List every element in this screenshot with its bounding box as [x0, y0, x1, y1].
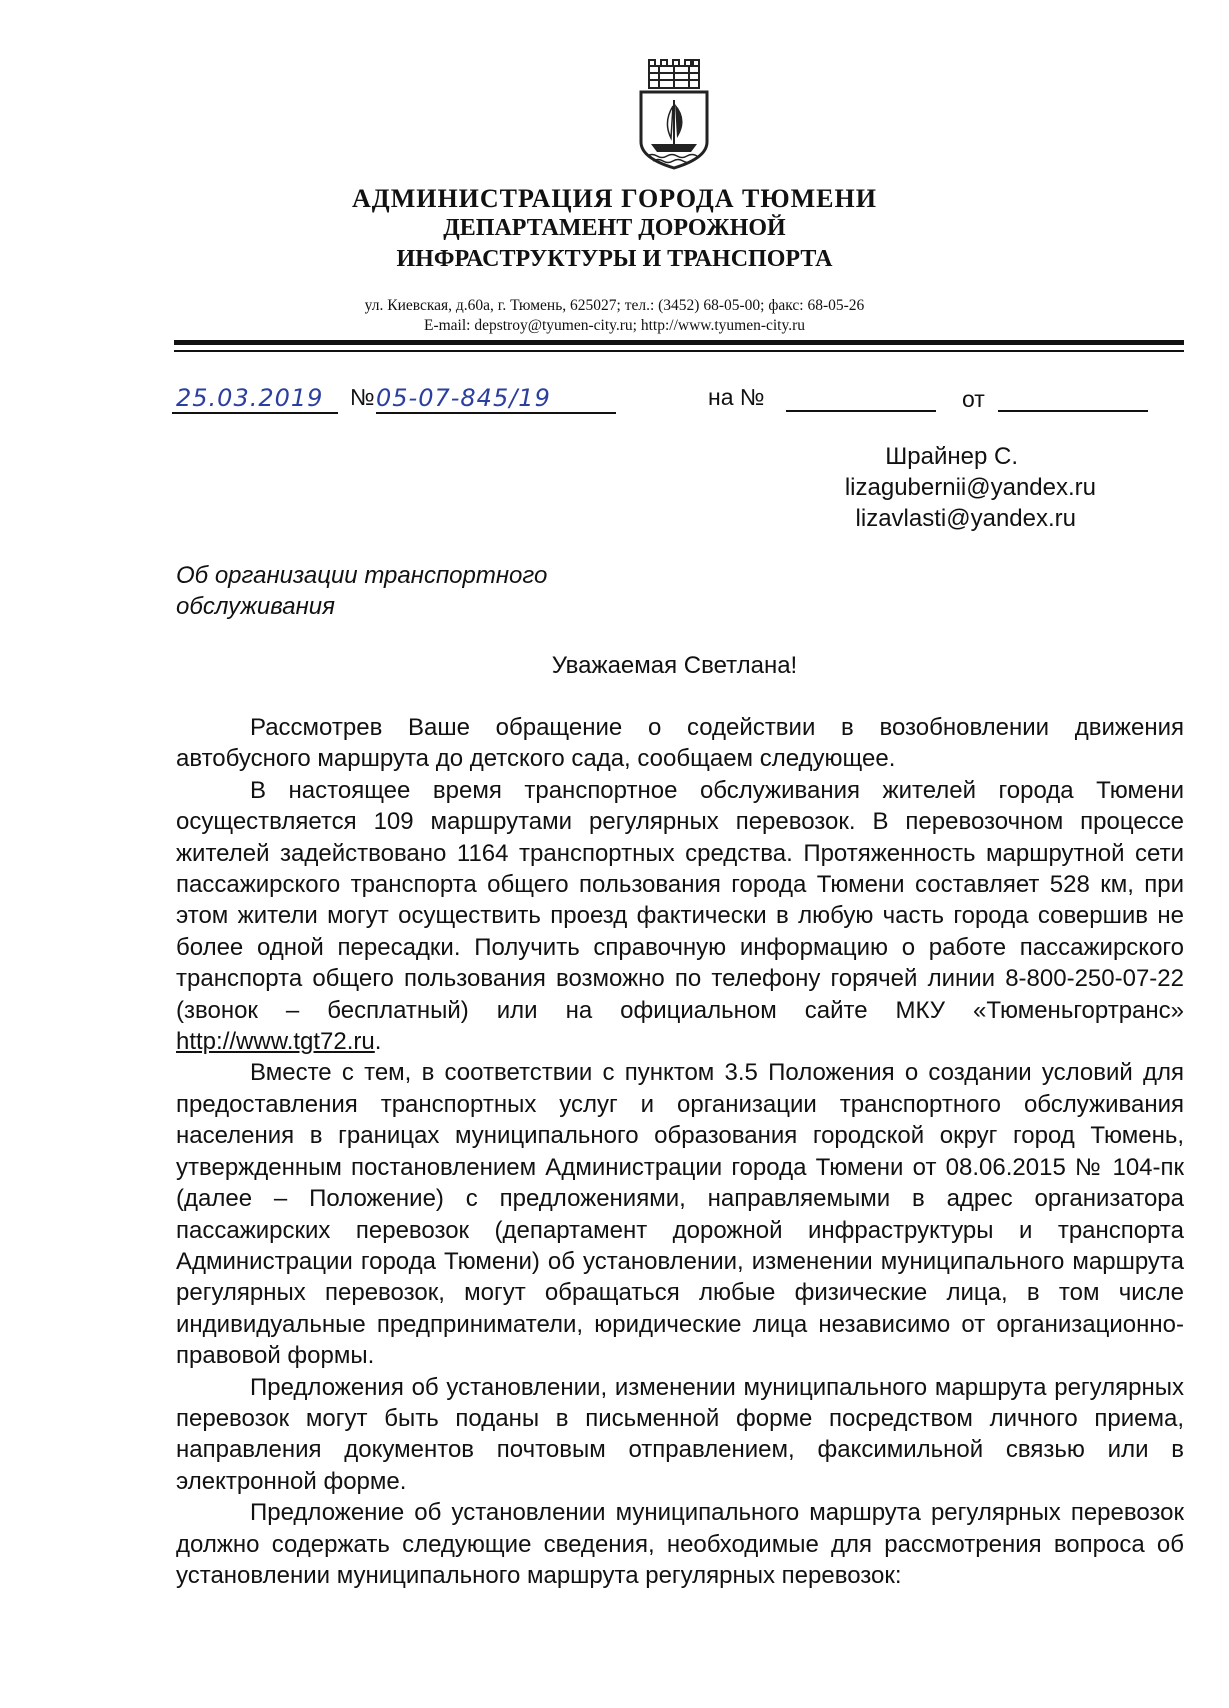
reply-to-underline: [786, 410, 936, 412]
number-sign: №: [350, 384, 375, 410]
paragraph-2: [176, 775, 1184, 1058]
letter-date: 25.03.2019: [176, 384, 324, 412]
paragraph-5: Предложение об установлении муниципального маршрута регулярных перевозок должно содержать следующие сведения, необходимые для рассмотрения вопроса об установлении муниципального маршрута регулярных перевозок:: [176, 1499, 1184, 1589]
paragraph-1: Рассмотрев Ваше обращение о содействии в возобновлении движения автобусного маршрута до детского сада, сообщаем следующее.: [176, 714, 1184, 773]
org-name: АДМИНИСТРАЦИЯ ГОРОДА ТЮМЕНИ: [352, 184, 877, 213]
paragraph-2-end: .: [374, 1028, 382, 1056]
paragraph-2-text: В настоящее время транспортное обслуживания жителей города Тюмени осуществляется 109 маршрутами регулярных перевозок. В перевозочном процессе жителей задействовано 1164 транспортных средства. Протяженность маршрутной сети пассажирского транспорта общего пользования города Тюмени составляет 528 км, при этом жители могут осуществить проезд фактически в любую часть города совершив не более одной пересадки. Получить справочную информацию о работе пассажирского транспорта общего пользования возможно по телефону горячей линии 8-800-250-07-22 (звонок – бесплатный) или на официальном сайте МКУ «Тюменьгортранс»: [176, 776, 1184, 1024]
from-label: от: [962, 386, 985, 412]
department-name-line2: ИНФРАСТРУКТУРЫ И ТРАНСПОРТА: [396, 246, 833, 272]
recipient-email-1: lizagubernii@yandex.ru: [844, 474, 1096, 501]
tgt72-link[interactable]: http://www.tgt72.ru: [176, 1028, 375, 1056]
department-name-line1: ДЕПАРТАМЕНТ ДОРОЖНОЙ: [443, 215, 786, 241]
letter-number: 05-07-845/19: [376, 384, 551, 412]
recipient-name: Шрайнер С.: [885, 443, 1018, 470]
letter-subject: Об организации транспортного обслуживания: [176, 562, 548, 620]
number-underline: [376, 412, 616, 414]
reply-to-label: на №: [708, 384, 765, 410]
tyumen-coat-of-arms-icon: [633, 58, 715, 170]
paragraph-4: Предложения об установлении, изменении муниципального маршрута регулярных перевозок могут быть поданы в письменной форме посредством личного приема, направления документов почтовым отправлением, факсимильной связью или в электронной форме.: [176, 1373, 1184, 1495]
recipient-email-2: lizavlasti@yandex.ru: [855, 505, 1076, 532]
address-line: ул. Киевская, д.60а, г. Тюмень, 625027; тел.: (3452) 68-05-00; факс: 68-05-26: [364, 297, 865, 314]
paragraph-3: Вместе с тем, в соответствии с пунктом 3.5 Положения о создании условий для предоставления транспортных услуг и организации транспортного обслуживания населения в границах муниципального образования городской округ город Тюмень, утвержденным постановлением Администрации города Тюмени от 08.06.2015 № 104-пк (далее – Положение) с предложениями, направляемыми в адрес организатора пассажирских перевозок (департамент дорожной инфраструктуры и транспорта Администрации города Тюмени) об установлении, изменении муниципального маршрута регулярных перевозок, могут обращаться любые физические лица, в том числе индивидуальные предприниматели, юридические лица независимо от организационно-правовой формы.: [176, 1059, 1184, 1370]
date-underline: [172, 412, 338, 414]
salutation: Уважаемая Светлана!: [551, 652, 798, 679]
header-rule-thin: [174, 350, 1184, 352]
from-underline: [998, 410, 1148, 412]
header-rule-thick: [174, 340, 1184, 345]
contacts-line: E-mail: depstroy@tyumen-city.ru; http://www.tyumen-city.ru: [423, 317, 806, 334]
letter-body: [176, 712, 1184, 1591]
